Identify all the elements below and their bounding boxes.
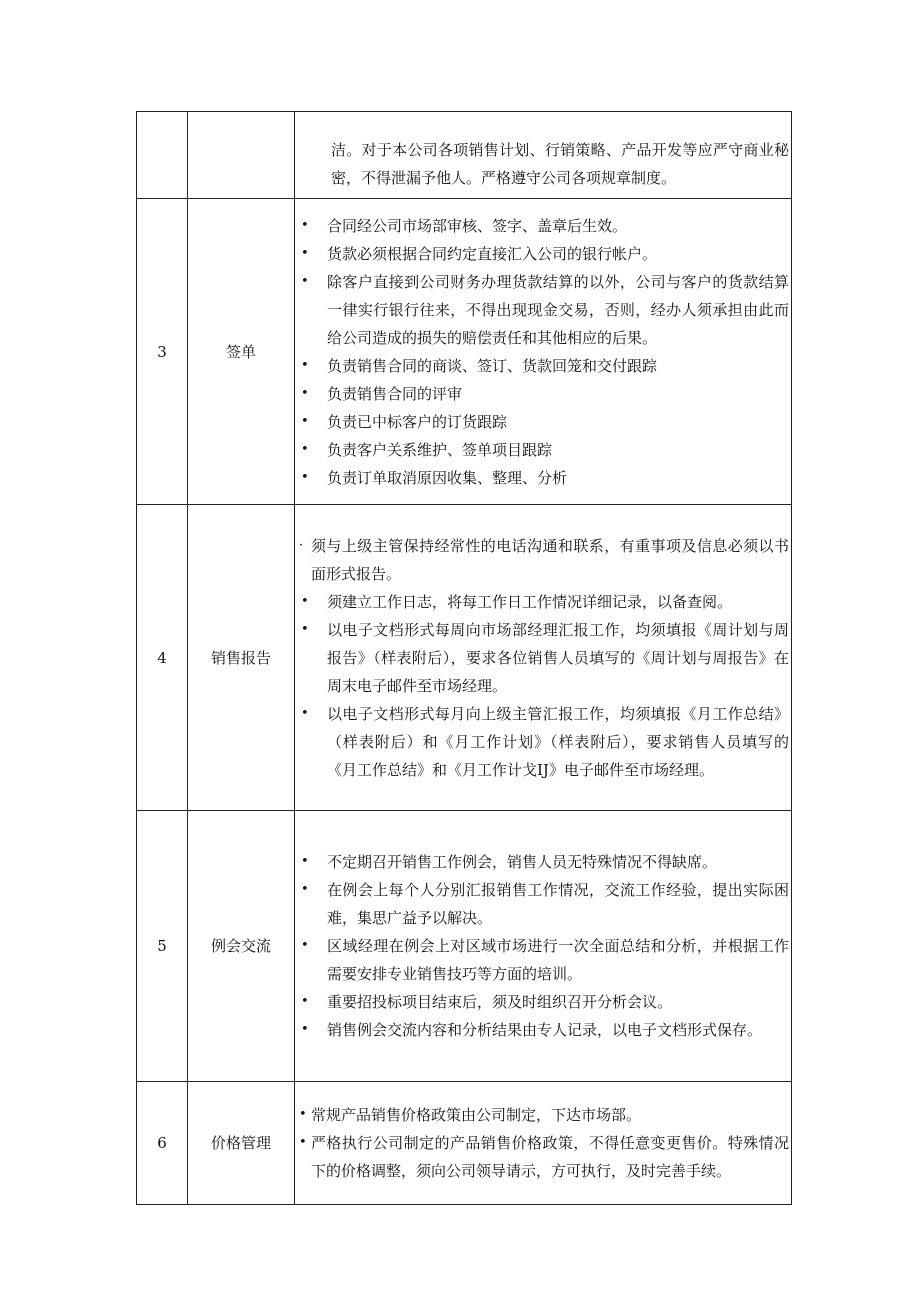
bullet-icon: • <box>301 593 309 609</box>
list-item <box>299 700 789 784</box>
list-item <box>299 464 789 492</box>
row-title-cell <box>188 112 295 199</box>
continuation-text: 洁。对于本公司各项销售计划、行销策略、产品开发等应严守商业秘密，不得泄漏予他人。严格遵守公司各项规章制度。 <box>331 141 789 187</box>
row-title-cell: 价格管理 <box>188 1082 295 1205</box>
list-item-text: 须与上级主管保持经常性的电话沟通和联系，有重事项及信息必须以书面形式报告。 <box>311 536 789 583</box>
table-row-signing <box>137 199 792 505</box>
list-item <box>299 352 789 380</box>
list-item <box>299 932 789 988</box>
bullet-icon: • <box>301 938 309 953</box>
table-row-meeting <box>137 811 792 1082</box>
bullet-icon: • <box>301 705 309 721</box>
list-item-text: 不定期召开销售工作例会，销售人员无特殊情况不得缺席。 <box>327 853 718 871</box>
list-item-text: 在例会上每个人分别汇报销售工作情况，交流工作经验，提出实际困难，集思广益予以解决。 <box>327 881 789 927</box>
bullet-icon: • <box>301 994 309 1009</box>
bullet-icon: • <box>301 385 309 401</box>
row-number-cell: 3 <box>137 199 188 505</box>
list-item <box>299 988 789 1016</box>
row-number-cell: 4 <box>137 505 188 811</box>
bullet-icon: • <box>301 854 309 869</box>
bullet-icon: • <box>301 273 309 289</box>
list-item-text: 以电子文档形式每月向上级主管汇报工作，均须填报《月工作总结》（样表附后）和《月工作计划》（样表附后），要求销售人员填写的《月工作总结》和《月工作计戈IJ》电子邮件至市场经理。 <box>327 704 789 779</box>
list-item <box>299 1016 789 1044</box>
row-title-cell: 销售报告 <box>188 505 295 811</box>
list-item-text: 负责订单取消原因收集、整理、分析 <box>327 468 568 487</box>
row-title-cell: 例会交流 <box>188 811 295 1082</box>
row-content-cell <box>295 112 792 199</box>
policy-table <box>136 111 792 1205</box>
list-item <box>299 268 789 352</box>
list-item-text: 负责销售合同的商谈、签订、货款回笼和交付跟踪 <box>327 356 658 375</box>
list-item <box>299 532 789 588</box>
list-item <box>299 616 789 700</box>
bullet-icon: • <box>301 1022 309 1037</box>
bullet-icon: • <box>301 245 309 261</box>
list-item-text: 负责已中标客户的订货跟踪 <box>327 412 508 431</box>
row-content-cell <box>295 199 792 505</box>
list-item <box>299 848 789 876</box>
row-content-cell <box>295 505 792 811</box>
table-row-continuation <box>137 112 792 199</box>
list-item-text: 须建立工作日志，将每工作日工作情况详细记录，以备查阅。 <box>327 592 733 611</box>
bullet-icon: • <box>299 1135 307 1150</box>
list-item-text: 严格执行公司制定的产品销售价格政策，不得任意变更售价。特殊情况下的价格调整，须向公司领导请示，方可执行，及时完善手续。 <box>311 1134 789 1180</box>
list-item-text: 销售例会交流内容和分析结果由专人记录，以电子文档形式保存。 <box>327 1021 763 1039</box>
list-item <box>299 408 789 436</box>
row-number-cell: 6 <box>137 1082 188 1205</box>
list-item <box>299 436 789 464</box>
bullet-icon: · <box>299 537 304 553</box>
bullet-icon: • <box>301 621 309 637</box>
list-item-text: 负责客户关系维护、签单项目跟踪 <box>327 440 553 459</box>
row-content-cell <box>295 811 792 1082</box>
row-title-cell: 签单 <box>188 199 295 505</box>
bullet-icon: • <box>301 357 309 373</box>
list-item <box>299 1101 789 1129</box>
list-item <box>299 380 789 408</box>
list-item-text: 区域经理在例会上对区域市场进行一次全面总结和分析，并根据工作需要安排专业销售技巧等方面的培训。 <box>327 937 789 983</box>
list-item-text: 重要招投标项目结束后，须及时组织召开分析会议。 <box>327 993 673 1011</box>
table-row-sales-report <box>137 505 792 811</box>
list-item-text: 货款必须根据合同约定直接汇入公司的银行帐户。 <box>327 244 658 263</box>
table-row-pricing <box>137 1082 792 1205</box>
list-item <box>299 212 789 240</box>
row-number-cell: 5 <box>137 811 188 1082</box>
row-content-cell <box>295 1082 792 1205</box>
bullet-icon: • <box>301 413 309 429</box>
list-item-text: 常规产品销售价格政策由公司制定，下达市场部。 <box>311 1106 642 1124</box>
list-item <box>299 876 789 932</box>
bullet-icon: • <box>301 441 309 457</box>
list-item-text: 以电子文档形式每周向市场部经理汇报工作，均须填报《周计划与周报告》（样表附后），要求各位销售人员填写的《周计划与周报告》在周末电子邮件至市场经理。 <box>327 620 789 695</box>
bullet-icon: • <box>301 469 309 485</box>
list-item <box>299 240 789 268</box>
row-number-cell <box>137 112 188 199</box>
bullet-icon: • <box>299 1107 307 1122</box>
list-item <box>299 1129 789 1185</box>
list-item <box>299 588 789 616</box>
list-item-text: 负责销售合同的评审 <box>327 384 463 403</box>
list-item-text: 除客户直接到公司财务办理货款结算的以外，公司与客户的货款结算一律实行银行往来，不得出现现金交易，否则，经办人须承担由此而给公司造成的损失的赔偿责任和其他相应的后果。 <box>327 272 789 347</box>
bullet-icon: • <box>301 882 309 897</box>
bullet-icon: • <box>301 217 309 233</box>
list-item-text: 合同经公司市场部审核、签字、盖章后生效。 <box>327 216 628 235</box>
